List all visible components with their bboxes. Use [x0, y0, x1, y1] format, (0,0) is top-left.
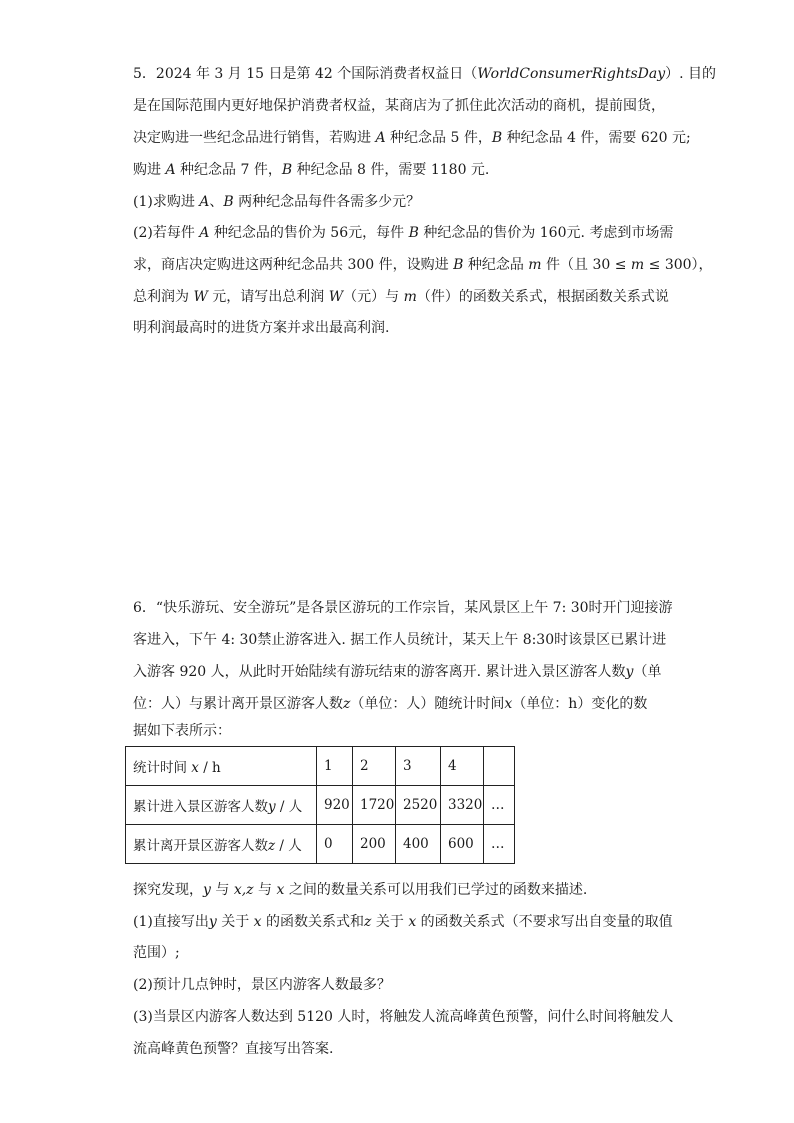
- q5-part-2-line-1: (2)若每件 A 种纪念品的售价为 56元，每件 B 种纪念品的售价为 160元. 考虑到市场需: [133, 225, 674, 241]
- data-table: [125, 746, 515, 864]
- q6-line-1: 6．“快乐游玩、安全游玩”是各景区游玩的工作宗旨，某风景区上午 7: 30时开门迎接游: [133, 600, 673, 616]
- table-row: [126, 747, 515, 786]
- q6-part-3-line-2: 流高峰黄色预警？直接写出答案.: [133, 1041, 334, 1057]
- table-cell: 1720: [353, 786, 396, 825]
- q6-part-1-line-2: 范围）;: [133, 945, 180, 961]
- table-cell: 1: [317, 747, 353, 786]
- q5-line-1: 5．2024 年 3 月 15 日是第 42 个国际消费者权益日（WorldConsumerRightsDay）. 目的: [133, 66, 717, 82]
- table-cell: [484, 747, 515, 786]
- q5-part-2-line-4: 明利润最高时的进货方案并求出最高利润.: [133, 320, 390, 336]
- row-label-time: 统计时间 x / h: [126, 747, 317, 786]
- formula: WorldConsumerRightsDay: [477, 66, 666, 82]
- q5-line-3: 决定购进一些纪念品进行销售，若购进 A 种纪念品 5 件，B 种纪念品 4 件，需要 620 元;: [133, 130, 691, 146]
- table-row: [126, 825, 515, 864]
- table-cell: 2: [353, 747, 396, 786]
- table-cell: …: [484, 786, 515, 825]
- table-cell: 3320: [441, 786, 484, 825]
- table-cell: …: [484, 825, 515, 864]
- table-cell: 600: [441, 825, 484, 864]
- q5-part-2-line-3: 总利润为 W 元，请写出总利润 W（元）与 m（件）的函数关系式，根据函数关系式说: [133, 289, 669, 305]
- row-label-entered: 累计进入景区游客人数y / 人: [126, 786, 317, 825]
- q6-part-1-line-1: (1)直接写出y 关于 x 的函数关系式和z 关于 x 的函数关系式（不要求写出自变量的取值: [133, 914, 673, 930]
- q6-line-5: 据如下表所示：: [133, 723, 231, 739]
- q6-part-3-line-1: (3)当景区内游客人数达到 5120 人时，将触发人流高峰黄色预警，问什么时间将触发人: [133, 1009, 674, 1025]
- table-cell: 3: [396, 747, 441, 786]
- table-cell: 4: [441, 747, 484, 786]
- table-cell: 400: [396, 825, 441, 864]
- table-cell: 2520: [396, 786, 441, 825]
- q6-line-3: 入游客 920 人，从此时开始陆续有游玩结束的游客离开. 累计进入景区游客人数y（单: [133, 664, 662, 680]
- q5-part-2-line-2: 求，商店决定购进这两种纪念品共 300 件，设购进 B 种纪念品 m 件（且 30 ≤ m ≤ 300），: [133, 257, 713, 273]
- q6-line-4: 位：人）与累计离开景区游客人数z（单位：人）随统计时间x（单位：h）变化的数: [133, 696, 648, 712]
- q5-line-4: 购进 A 种纪念品 7 件，B 种纪念品 8 件，需要 1180 元.: [133, 162, 490, 178]
- q6-explore: 探究发现，y 与 x,z 与 x 之间的数量关系可以用我们已学过的函数来描述.: [133, 882, 588, 898]
- table-cell: 920: [317, 786, 353, 825]
- q6-line-2: 客进入，下午 4: 30禁止游客进入. 据工作人员统计，某天上午 8:30时该景区已累计进: [133, 632, 667, 648]
- table-cell: 0: [317, 825, 353, 864]
- table-cell: 200: [353, 825, 396, 864]
- q6-part-2: (2)预计几点钟时，景区内游客人数最多？: [133, 977, 391, 993]
- table-row: [126, 786, 515, 825]
- q5-part-1: (1)求购进 A、B 两种纪念品每件各需多少元？: [133, 194, 421, 210]
- q5-line-2: 是在国际范围内更好地保护消费者权益，某商店为了抓住此次活动的商机，提前囤货，: [133, 98, 665, 114]
- row-label-left: 累计离开景区游客人数z / 人: [126, 825, 317, 864]
